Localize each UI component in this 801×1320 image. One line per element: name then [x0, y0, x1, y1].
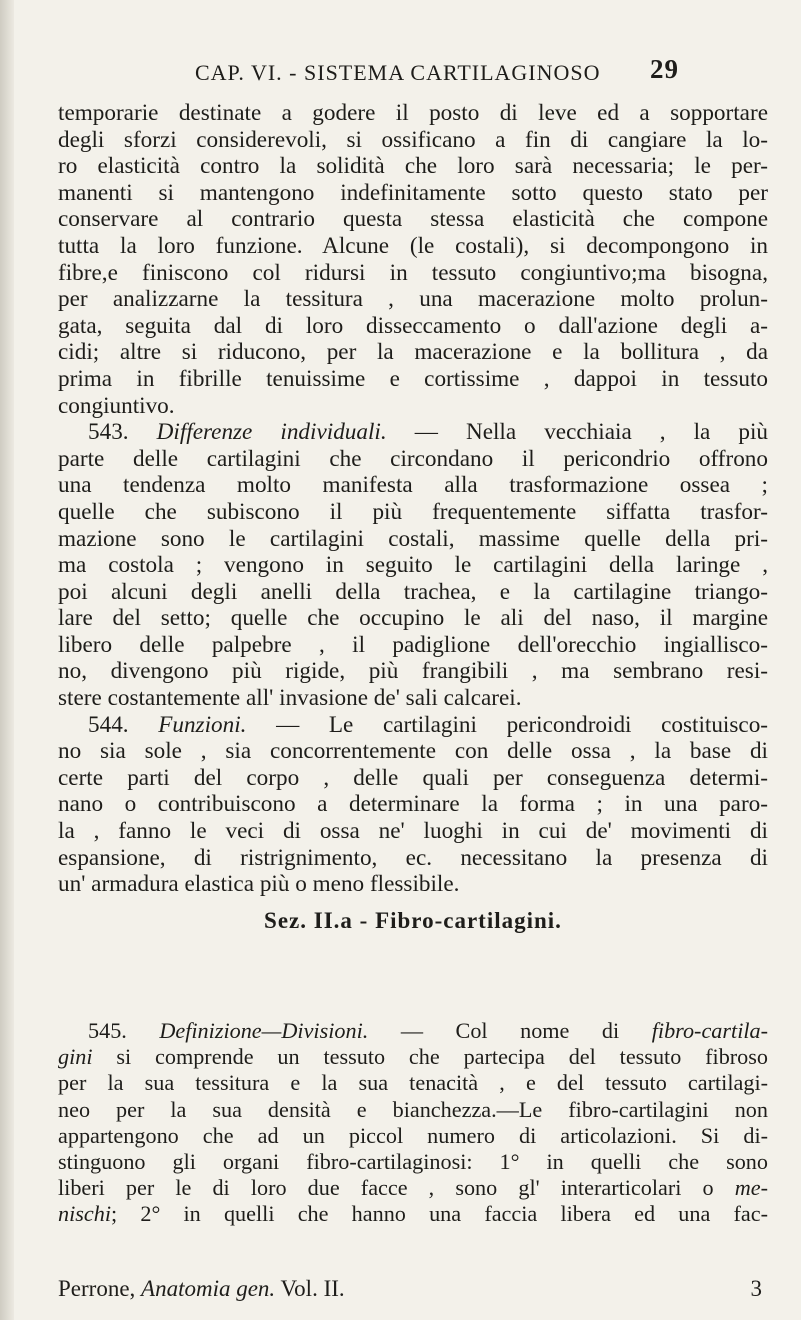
footer-citation: [58, 1276, 345, 1302]
body-line: un' armadura elastica più o meno flessibile.: [58, 871, 460, 898]
paragraph-number: 545.: [88, 1018, 127, 1043]
paragraph-number: 543.: [88, 419, 129, 446]
volume: Vol. II.: [280, 1276, 345, 1301]
body-line: stere costantemente all' invasione de' sali calcarei.: [58, 685, 522, 712]
paragraph-543-first-line: [58, 419, 768, 446]
body-line: [58, 1044, 768, 1070]
paragraph-text: — Le cartilagini pericondroidi costituisco-: [276, 711, 769, 738]
body-line: ma costola ; vengono in seguito le cartilagini della laringe ,: [58, 552, 768, 579]
body-line: [58, 1175, 768, 1201]
body-line: parte delle cartilagini che circondano il pericondrio offrono: [58, 445, 768, 472]
body-line: stinguono gli organi fibro-cartilaginosi: 1° in quelli che sono: [58, 1148, 768, 1174]
body-line: libero delle palpebre , il padiglione dell'orecchio ingiallisco-: [58, 631, 768, 658]
body-line: quelle che subiscono il più frequentemente siffatta trasfor-: [58, 498, 768, 525]
body-text-section-2: [58, 1018, 768, 1228]
body-line: conservare al contrario questa stessa elasticità che compone: [58, 206, 768, 233]
paragraph-text: liberi per le di loro due facce , sono gl' interarticolari o: [58, 1175, 714, 1201]
term: fibro-cartila-: [651, 1018, 769, 1043]
body-line: per la sua tessitura e la sua tenacità , e del tessuto cartilagi-: [58, 1070, 768, 1096]
signature-mark: 3: [750, 1276, 762, 1301]
body-line: certe parti del corpo , delle quali per conseguenza determi-: [58, 764, 768, 791]
term: gini: [58, 1044, 93, 1070]
body-line: una tendenza molto manifesta alla trasformazione ossea ;: [58, 472, 768, 499]
paragraph-number: 544.: [88, 711, 129, 738]
body-line: no, divengono più rigide, più frangibili , ma sembrano resi-: [58, 658, 768, 685]
paragraph-text: si comprende un tessuto che partecipa del tessuto fibroso: [116, 1044, 768, 1070]
page-number: 29: [650, 54, 679, 84]
section-title: Sez. II.a - Fibro-cartilagini.: [264, 907, 562, 933]
body-line: cidi; altre si riducono, per la macerazione e la bollitura , da: [58, 339, 768, 366]
body-line: [58, 1201, 768, 1227]
body-line: per analizzarne la tessitura , una macerazione molto prolun-: [58, 286, 768, 313]
body-line: prima in fibrille tenuissime e cortissime , dappoi in tessuto: [58, 365, 768, 392]
body-line: espansione, di ristrignimento, ec. necessitano la presenza di: [58, 844, 768, 871]
paragraph-text: ; 2° in quelli che hanno una faccia libera ed una fac-: [111, 1201, 768, 1227]
paragraph-text: — Col nome di: [400, 1018, 620, 1043]
body-line: manenti si mantengono indefinitamente sotto questo stato per: [58, 179, 768, 206]
paragraph-heading: Differenze individuali.: [156, 419, 387, 446]
body-line: temporarie destinate a godere il posto di leve ed a sopportare: [58, 100, 768, 126]
paragraph-heading: Definizione—Divisioni.: [159, 1018, 369, 1043]
paragraph-544-first-line: [58, 712, 768, 739]
body-line: la , fanno le veci di ossa ne' luoghi in cui de' movimenti di: [58, 818, 768, 845]
page-gutter-shadow: [0, 0, 14, 1320]
body-line: tutta la loro funzione. Alcune (le costali), si decompongono in: [58, 232, 768, 259]
body-text: [58, 100, 768, 938]
body-line: ro elasticità contro la solidità che loro sarà necessaria; le per-: [58, 153, 768, 180]
body-line: neo per la sua densità e bianchezza.—Le fibro-cartilagini non: [58, 1096, 768, 1122]
body-line: mazione sono le cartilagini costali, massime quelle della pri-: [58, 525, 768, 552]
body-line: poi alcuni degli anelli della trachea, e la cartilagine triango-: [58, 578, 768, 605]
paragraph-heading: Funzioni.: [158, 711, 247, 738]
body-line: lare del setto; quelle che occupino le ali del naso, il margine: [58, 605, 768, 632]
body-line: no sia sole , sia concorrentemente con delle ossa , la base di: [58, 738, 768, 765]
term: me-: [734, 1175, 769, 1201]
author: Perrone,: [58, 1276, 136, 1301]
book-title: Anatomia gen.: [141, 1276, 276, 1301]
body-line: congiuntivo.: [58, 392, 175, 419]
paragraph-text: — Nella vecchiaia , la più: [414, 419, 769, 446]
body-line: appartengono che ad un piccol numero di articolazioni. Si di-: [58, 1122, 768, 1148]
body-line: fibre,e finiscono col ridursi in tessuto congiuntivo;ma bisogna,: [58, 259, 768, 286]
term: nischi: [58, 1201, 111, 1227]
body-line: degli sforzi considerevoli, si ossificano a fin di cangiare la lo-: [58, 126, 768, 153]
running-title: CAP. VI. - SISTEMA CARTILAGINOSO: [195, 60, 601, 85]
body-line: nano o contribuiscono a determinare la forma ; in una paro-: [58, 791, 768, 818]
body-line: gata, seguita dal di loro disseccamento o dall'azione degli a-: [58, 312, 768, 339]
paragraph-545-first-line: [58, 1018, 768, 1044]
